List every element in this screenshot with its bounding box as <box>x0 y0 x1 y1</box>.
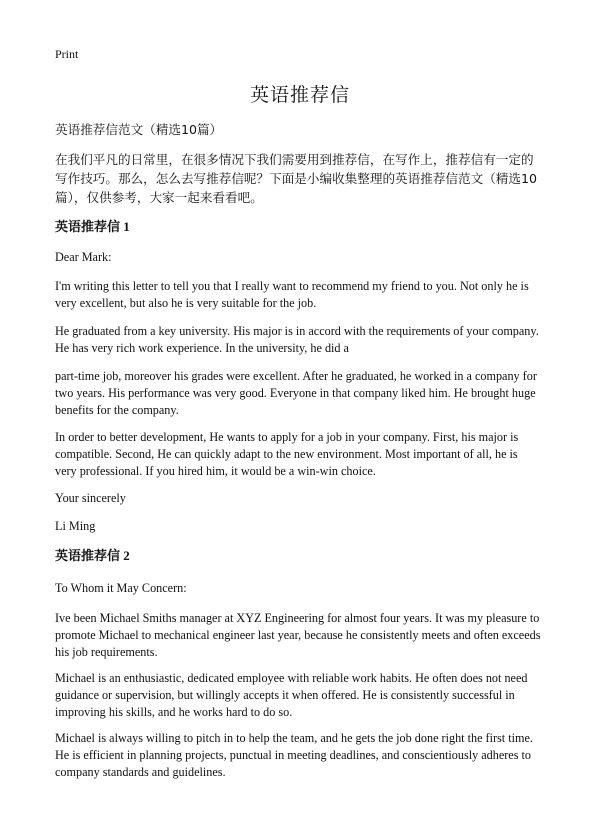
letter1-heading-text: 英语推荐信 <box>55 220 121 235</box>
subtitle: 英语推荐信范文（精选10篇） <box>55 122 223 137</box>
letter2-paragraph-2: Michael is an enthusiastic, dedicated employee with reliable work habits. He often does not need guidance or supervision, but willingly accepts it when offered. He is consistently successful in improving his skills, and he works hard to do so. <box>55 671 528 719</box>
letter1-heading <box>55 218 541 236</box>
letter1-greeting: Dear Mark: <box>55 250 112 264</box>
letter1-closing: Your sincerely <box>55 491 126 505</box>
intro-paragraph: 在我们平凡的日常里，在很多情况下我们需要用到推荐信，在写作上，推荐信有一定的写作技巧。那么，怎么去写推荐信呢？下面是小编收集整理的英语推荐信范文（精选10篇），仅供参考，大家一起来看看吧。 <box>55 152 537 205</box>
letter1-heading-number: 1 <box>123 219 130 234</box>
letter1-paragraph-4: In order to better development, He wants to apply for a job in your company. First, his major is compatible. Second, He can quickly adapt to the new environment. Most important of all, he is very professional. If you hired him, it would be a win-win choice. <box>55 430 519 478</box>
letter1-paragraph-2: He graduated from a key university. His major is in accord with the requirements of your company. He has very rich work experience. In the university, he did a <box>55 324 539 355</box>
letter2-paragraph-1: Ive been Michael Smiths manager at XYZ Engineering for almost four years. It was my pleasure to promote Michael to mechanical engineer last year, because he consistently meets and often exceeds his job requirements. <box>55 611 541 659</box>
letter2-heading-text: 英语推荐信 <box>55 549 121 564</box>
page-title: 英语推荐信 <box>249 84 350 106</box>
letter1-signature: Li Ming <box>55 519 96 533</box>
letter2-heading-number: 2 <box>123 548 130 563</box>
letter2-paragraph-3: Michael is always willing to pitch in to help the team, and he gets the job done right the first time. He is efficient in planning projects, punctual in meeting deadlines, and conscientiously adheres to company standards and guidelines. <box>55 731 533 779</box>
print-link[interactable]: Print <box>55 47 79 61</box>
letter2-heading <box>55 547 541 565</box>
letter1-paragraph-3: part-time job, moreover his grades were excellent. After he graduated, he worked in a company for two years. His performance was very good. Everyone in that company liked him. He brought huge benefits for the company. <box>55 369 537 417</box>
letter1-paragraph-1: I'm writing this letter to tell you that I really want to recommend my friend to you. Not only he is very excellent, but also he is very suitable for the job. <box>55 279 529 310</box>
letter2-greeting: To Whom it May Concern: <box>55 581 187 595</box>
